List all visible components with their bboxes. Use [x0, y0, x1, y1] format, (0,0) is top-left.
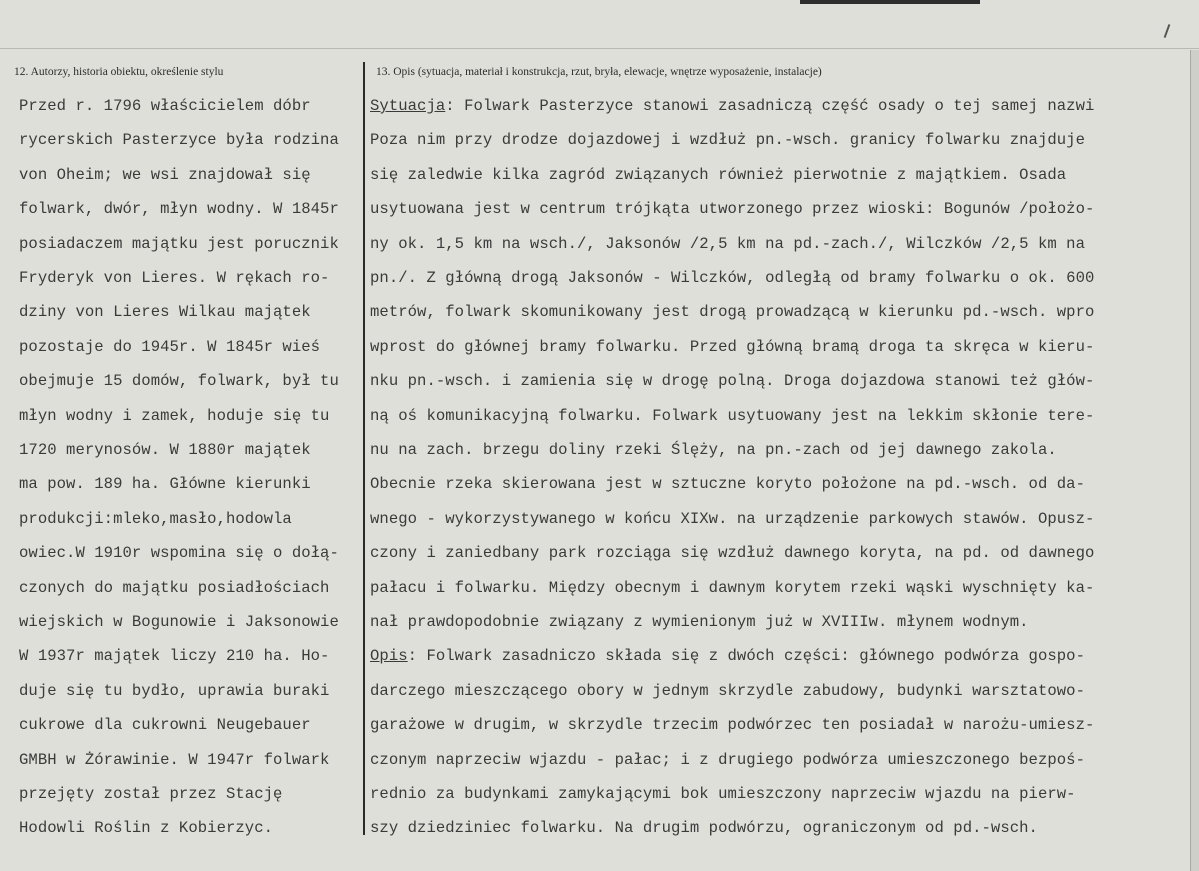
- text-line: posiadaczem majątku jest porucznik: [19, 234, 339, 253]
- text-line: dziny von Lieres Wilkau majątek: [19, 303, 311, 322]
- text-line: W 1937r majątek liczy 210 ha. Ho-: [19, 647, 330, 666]
- text-line: pałacu i folwarku. Między obecnym i dawnym korytem rzeki wąski wyschnięty ka-: [370, 578, 1095, 597]
- text-line: rycerskich Pasterzyce była rodzina: [19, 131, 339, 150]
- text-line: produkcji:mleko,masło,hodowla: [19, 509, 292, 528]
- text-line: wprost do głównej bramy folwarku. Przed główną bramą droga ta skręca w kieru-: [370, 337, 1095, 356]
- text-line: Hodowli Roślin z Kobierzyc.: [19, 819, 274, 838]
- text-line: owiec.W 1910r wspomina się o dołą-: [19, 544, 339, 563]
- text-line: nku pn.-wsch. i zamienia się w drogę polną. Droga dojazdowa stanowi też głów-: [370, 372, 1095, 391]
- text-line: Sytuacja: Folwark Pasterzyce stanowi zasadniczą część osady o tej samej nazwi: [370, 97, 1095, 115]
- text-line: się zaledwie kilka zagród związanych również pierwotnie z majątkiem. Osada: [370, 165, 1067, 184]
- text-line: szy dziedziniec folwarku. Na drugim podwórzu, ograniczonym od pd.-wsch.: [370, 819, 1038, 838]
- text-line: pozostaje do 1945r. W 1845r wieś: [19, 337, 321, 356]
- text-line: czony i zaniedbany park rozciąga się wzdłuż dawnego koryta, na pd. od dawnego: [370, 544, 1095, 563]
- page-right-edge: [1190, 50, 1199, 871]
- text-line: folwark, dwór, młyn wodny. W 1845r: [19, 200, 339, 219]
- text-line: duje się tu bydło, uprawia buraki: [19, 681, 330, 700]
- text-line: cukrowe dla cukrowni Neugebauer: [19, 716, 311, 735]
- text-line: Przed r. 1796 właścicielem dóbr: [19, 97, 311, 115]
- text-line: rednio za budynkami zamykającymi bok umieszczony naprzeciw wjazdu na pierw-: [370, 785, 1076, 803]
- text-line: darczego mieszczącego obory w jednym skrzydle zabudowy, budynki warsztatowo-: [370, 681, 1085, 700]
- text-line: ną oś komunikacyjną folwarku. Folwark usytuowany jest na lekkim skłonie tere-: [370, 406, 1095, 425]
- text-line: metrów, folwark skomunikowany jest drogą prowadzącą w kierunku pd.-wsch. wpro: [370, 303, 1095, 322]
- section-13-header: 13. Opis (sytuacja, materiał i konstrukcja, rzut, bryła, elewacje, wnętrze wyposażenie, instalacje): [376, 66, 822, 78]
- text-line: przejęty został przez Stację: [19, 785, 283, 803]
- text-line: Obecnie rzeka skierowana jest w sztuczne koryto położone na pd.-wsch. od da-: [370, 475, 1085, 494]
- text-line: garażowe w drugim, w skrzydle trzecim podwórzec ten posiadał w narożu-umiesz-: [370, 716, 1095, 735]
- column-divider: [363, 62, 365, 835]
- section-label-opis: Opis: [370, 647, 408, 666]
- text-line: młyn wodny i zamek, hoduje się tu: [19, 406, 330, 425]
- pencil-mark: [1164, 24, 1171, 38]
- text-line: czonych do majątku posiadłościach: [19, 578, 330, 597]
- text-line: nu na zach. brzegu doliny rzeki Ślęży, na pn.-zach od jej dawnego zakola.: [370, 441, 1057, 459]
- text-line: wnego - wykorzystywanego w końcu XIXw. na urządzenie parkowych stawów. Opusz-: [370, 509, 1095, 528]
- text-line: ny ok. 1,5 km na wsch./, Jaksonów /2,5 km na pd.-zach./, Wilczków /2,5 km na: [370, 234, 1085, 253]
- text-line: GMBH w Żórawinie. W 1947r folwark: [19, 750, 330, 769]
- form-top-rule: [0, 48, 1199, 49]
- text-line: ma pow. 189 ha. Główne kierunki: [19, 475, 311, 494]
- text-line: nał prawdopodobnie związany z wymienionym już w XVIIIw. młynem wodnym.: [370, 613, 1029, 631]
- text-line: Opis: Folwark zasadniczo składa się z dwóch części: głównego podwórza gospo-: [370, 647, 1085, 666]
- page-edge-mark: [800, 0, 980, 4]
- text-line: 1720 merynosów. W 1880r majątek: [19, 441, 311, 459]
- text-line: pn./. Z główną drogą Jaksonów - Wilczków, odległą od bramy folwarku o ok. 600: [370, 269, 1095, 287]
- text-line: obejmuje 15 domów, folwark, był tu: [19, 372, 339, 391]
- section-12-header: 12. Autorzy, historia obiektu, określenie stylu: [14, 66, 224, 78]
- text-line: wiejskich w Bogunowie i Jaksonowie: [19, 613, 339, 631]
- text-line: usytuowana jest w centrum trójkąta utworzonego przez wioski: Bogunów /położo-: [370, 200, 1095, 219]
- text-line: czonym naprzeciw wjazdu - pałac; i z drugiego podwórza umieszczonego bezpoś-: [370, 750, 1085, 769]
- section-label-sytuacja: Sytuacja: [370, 97, 446, 115]
- text-line: Fryderyk von Lieres. W rękach ro-: [19, 269, 330, 287]
- text-line: Poza nim przy drodze dojazdowej i wzdłuż pn.-wsch. granicy folwarku znajduje: [370, 131, 1085, 150]
- text-line: von Oheim; we wsi znajdował się: [19, 165, 311, 184]
